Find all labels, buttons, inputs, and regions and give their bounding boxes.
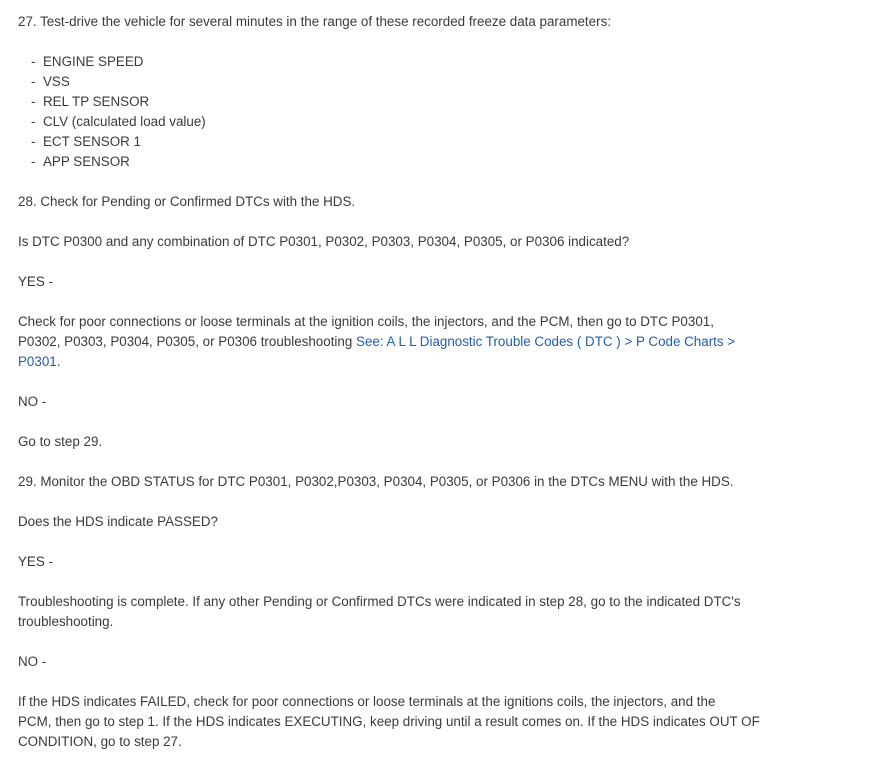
step-29-no-text-end: CONDITION, go to step 27. [18,734,182,749]
bullet-dash: - [31,154,36,169]
dtc-chart-link-p0301[interactable]: P0301 [18,354,57,369]
bullet-dash: - [31,54,36,69]
step-28-yes-text-cont [18,332,735,352]
bullet-dash: - [31,134,36,149]
step-28-question: Is DTC P0300 and any combination of DTC P0301, P0302, P0303, P0304, P0305, or P0306 indicated? [18,234,630,249]
step-29-no-text: If the HDS indicates FAILED, check for poor connections or loose terminals at the ignitions coils, the injectors, and the [18,694,716,709]
param-label: CLV (calculated load value) [43,114,206,129]
param-label: REL TP SENSOR [43,94,150,109]
step-29-yes-text: Troubleshooting is complete. If any other Pending or Confirmed DTCs were indicated in step 28, go to the indicated DTC's [18,594,741,609]
step-29-text: 29. Monitor the OBD STATUS for DTC P0301, P0302,P0303, P0304, P0305, or P0306 in the DTCs MENU with the HDS. [18,474,734,489]
step-28-yes-text-line2: P0302, P0303, P0304, P0305, or P0306 troubleshooting [18,334,357,349]
param-item [31,92,149,112]
param-item [31,152,130,172]
param-item [31,112,206,132]
param-label: VSS [43,74,70,89]
step-29-question: Does the HDS indicate PASSED? [18,514,218,529]
step-27-text: 27. Test-drive the vehicle for several minutes in the range of these recorded freeze data parameters: [18,14,611,29]
step-29-yes-label: YES - [18,554,53,569]
bullet-dash: - [31,74,36,89]
step-28-no-text: Go to step 29. [18,434,103,449]
bullet-dash: - [31,114,36,129]
step-28-yes-text: Check for poor connections or loose terminals at the ignition coils, the injectors, and the PCM, then go to DTC P0301, [18,314,714,329]
param-label: ENGINE SPEED [43,54,144,69]
step-28-no-label: NO - [18,394,47,409]
step-28-text: 28. Check for Pending or Confirmed DTCs with the HDS. [18,194,356,209]
link-period: . [56,354,61,369]
dtc-chart-link[interactable]: See: A L L Diagnostic Trouble Codes ( DTC ) > P Code Charts > [356,334,736,349]
param-item [31,72,70,92]
param-label: APP SENSOR [43,154,130,169]
param-item [31,52,143,72]
param-label: ECT SENSOR 1 [43,134,141,149]
step-28-link-cont [18,352,60,372]
param-item [31,132,141,152]
step-29-yes-text-cont: troubleshooting. [18,614,114,629]
step-28-yes-label: YES - [18,274,53,289]
bullet-dash: - [31,94,36,109]
step-29-no-text-cont: PCM, then go to step 1. If the HDS indicates EXECUTING, keep driving until a result comes on. If the HDS indicates OUT OF [18,714,760,729]
step-29-no-label: NO - [18,654,47,669]
